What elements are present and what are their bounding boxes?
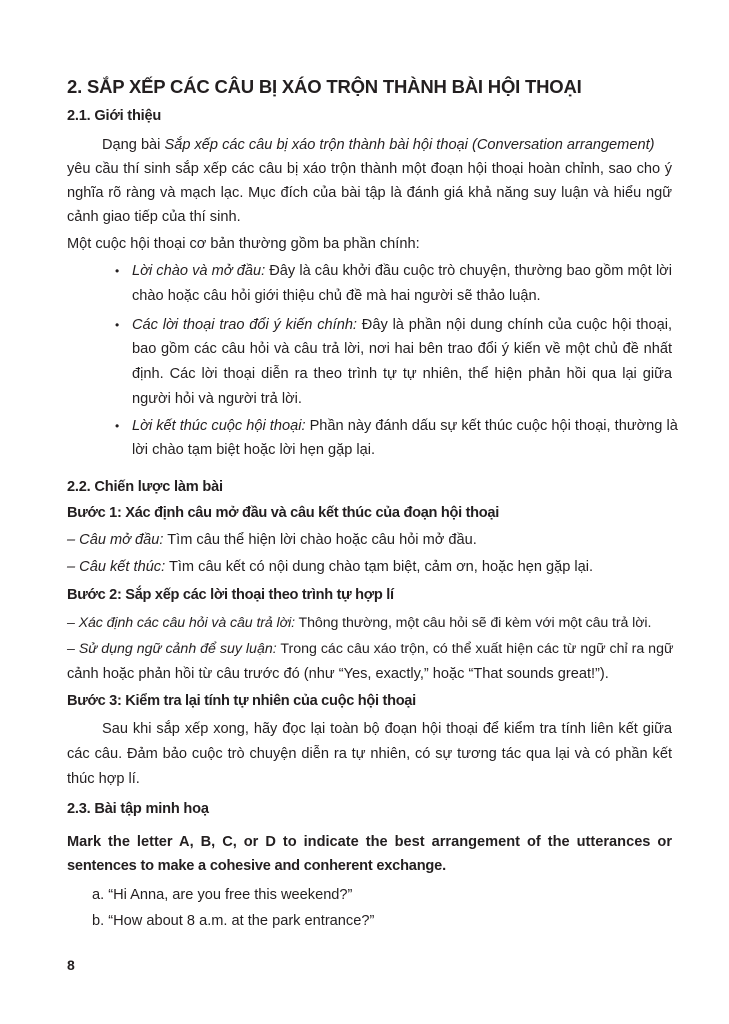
utterance-b: b. “How about 8 a.m. at the park entrance?” <box>92 913 375 929</box>
page-number: 8 <box>67 957 75 973</box>
bullet-icon: • <box>115 419 120 433</box>
strategy-heading: 2.2. Chiến lược làm bài <box>67 479 223 495</box>
bullet-2-line-3: định. Các lời thoại diễn ra theo trình tự tự nhiên, thể hiện phản hồi qua lại giữa <box>132 366 672 382</box>
bullet-2-line-4: người hỏi và người trả lời. <box>132 391 302 407</box>
step-1-title: Bước 1: Xác định câu mở đầu và câu kết thúc của đoạn hội thoại <box>67 505 499 521</box>
intro-paragraph-2: Một cuộc hội thoại cơ bản thường gồm ba phần chính: <box>67 236 420 252</box>
bullet-2-line-1: Các lời thoại trao đổi ý kiến chính: Đây là phần nội dung chính của cuộc hội thoại, <box>132 317 673 333</box>
step-2-item-2-line-2: cảnh hoặc phản hồi từ câu trước đó (như “Yes, exactly,” hoặc “That sounds great!”). <box>67 666 609 682</box>
bullet-term: Lời chào và mở đầu: <box>132 263 266 279</box>
intro-paragraph-line-2: yêu cầu thí sinh sắp xếp các câu bị xáo trộn thành một đoạn hội thoại hoàn chỉnh, sao cho ý <box>67 161 672 177</box>
step-3-line-3: thúc hợp lí. <box>67 771 140 787</box>
section-title: 2. SẮP XẾP CÁC CÂU BỊ XÁO TRỘN THÀNH BÀI HỘI THOẠI <box>67 76 582 97</box>
exercise-heading: 2.3. Bài tập minh hoạ <box>67 801 209 817</box>
step-2-item-2-line-1: – Sử dụng ngữ cảnh để suy luận: Trong các câu xáo trộn, có thể xuất hiện các từ ngữ chỉ ra ngữ <box>67 641 674 657</box>
bullet-term: Các lời thoại trao đổi ý kiến chính: <box>132 317 357 333</box>
intro-heading: 2.1. Giới thiệu <box>67 108 162 124</box>
step-2-item-1: – Xác định các câu hỏi và câu trả lời: Thông thường, một câu hỏi sẽ đi kèm với một câu trả lời. <box>67 615 652 631</box>
step-1-item-1: – Câu mở đầu: Tìm câu thể hiện lời chào hoặc câu hỏi mở đầu. <box>67 532 477 548</box>
bullet-icon: • <box>115 264 120 278</box>
bullet-2-line-2: bao gồm các câu hỏi và câu trả lời, nơi hai bên trao đổi ý kiến về một chủ đề nhất <box>132 341 672 357</box>
exercise-instruction-line-2: sentences to make a cohesive and conherent exchange. <box>67 858 446 874</box>
intro-text: Dạng bài <box>102 137 165 153</box>
bullet-1-line-2: chào hoặc câu hỏi giới thiệu chủ đề mà hai người sẽ thảo luận. <box>132 288 541 304</box>
step-3-line-1: Sau khi sắp xếp xong, hãy đọc lại toàn bộ đoạn hội thoại để kiểm tra tính liên kết giữa <box>102 721 672 737</box>
utterance-a: a. “Hi Anna, are you free this weekend?” <box>92 887 353 903</box>
bullet-1-line-1: Lời chào và mở đầu: Đây là câu khởi đầu cuộc trò chuyện, thường bao gồm một lời <box>132 263 672 279</box>
bullet-3-line-1: Lời kết thúc cuộc hội thoại: Phần này đánh dấu sự kết thúc cuộc hội thoại, thường là <box>132 418 678 434</box>
exercise-instruction-line-1: Mark the letter A, B, C, or D to indicate the best arrangement of the utterances or <box>67 834 672 850</box>
bullet-icon: • <box>115 318 120 332</box>
intro-paragraph-line-1 <box>102 136 672 154</box>
bullet-3-line-2: lời chào tạm biệt hoặc lời hẹn gặp lại. <box>132 442 376 458</box>
intro-paragraph-line-4: cảnh giao tiếp của thí sinh. <box>67 209 241 225</box>
step-3-title: Bước 3: Kiểm tra lại tính tự nhiên của cuộc hội thoại <box>67 693 416 709</box>
intro-paragraph-line-3: nghĩa rõ ràng và mạch lạc. Mục đích của bài tập là đánh giá khả năng suy luận và hiểu ngữ <box>67 185 672 201</box>
exercise-type-name: Sắp xếp các câu bị xáo trộn thành bài hội thoại (Conversation arrangement) <box>164 137 655 153</box>
step-3-line-2: các câu. Đảm bảo cuộc trò chuyện diễn ra tự nhiên, có sự tương tác qua lại và có phần kết <box>67 746 672 762</box>
step-1-item-2: – Câu kết thúc: Tìm câu kết có nội dung chào tạm biệt, cảm ơn, hoặc hẹn gặp lại. <box>67 559 594 575</box>
step-2-title: Bước 2: Sắp xếp các lời thoại theo trình tự hợp lí <box>67 587 394 603</box>
bullet-term: Lời kết thúc cuộc hội thoại: <box>132 418 306 434</box>
